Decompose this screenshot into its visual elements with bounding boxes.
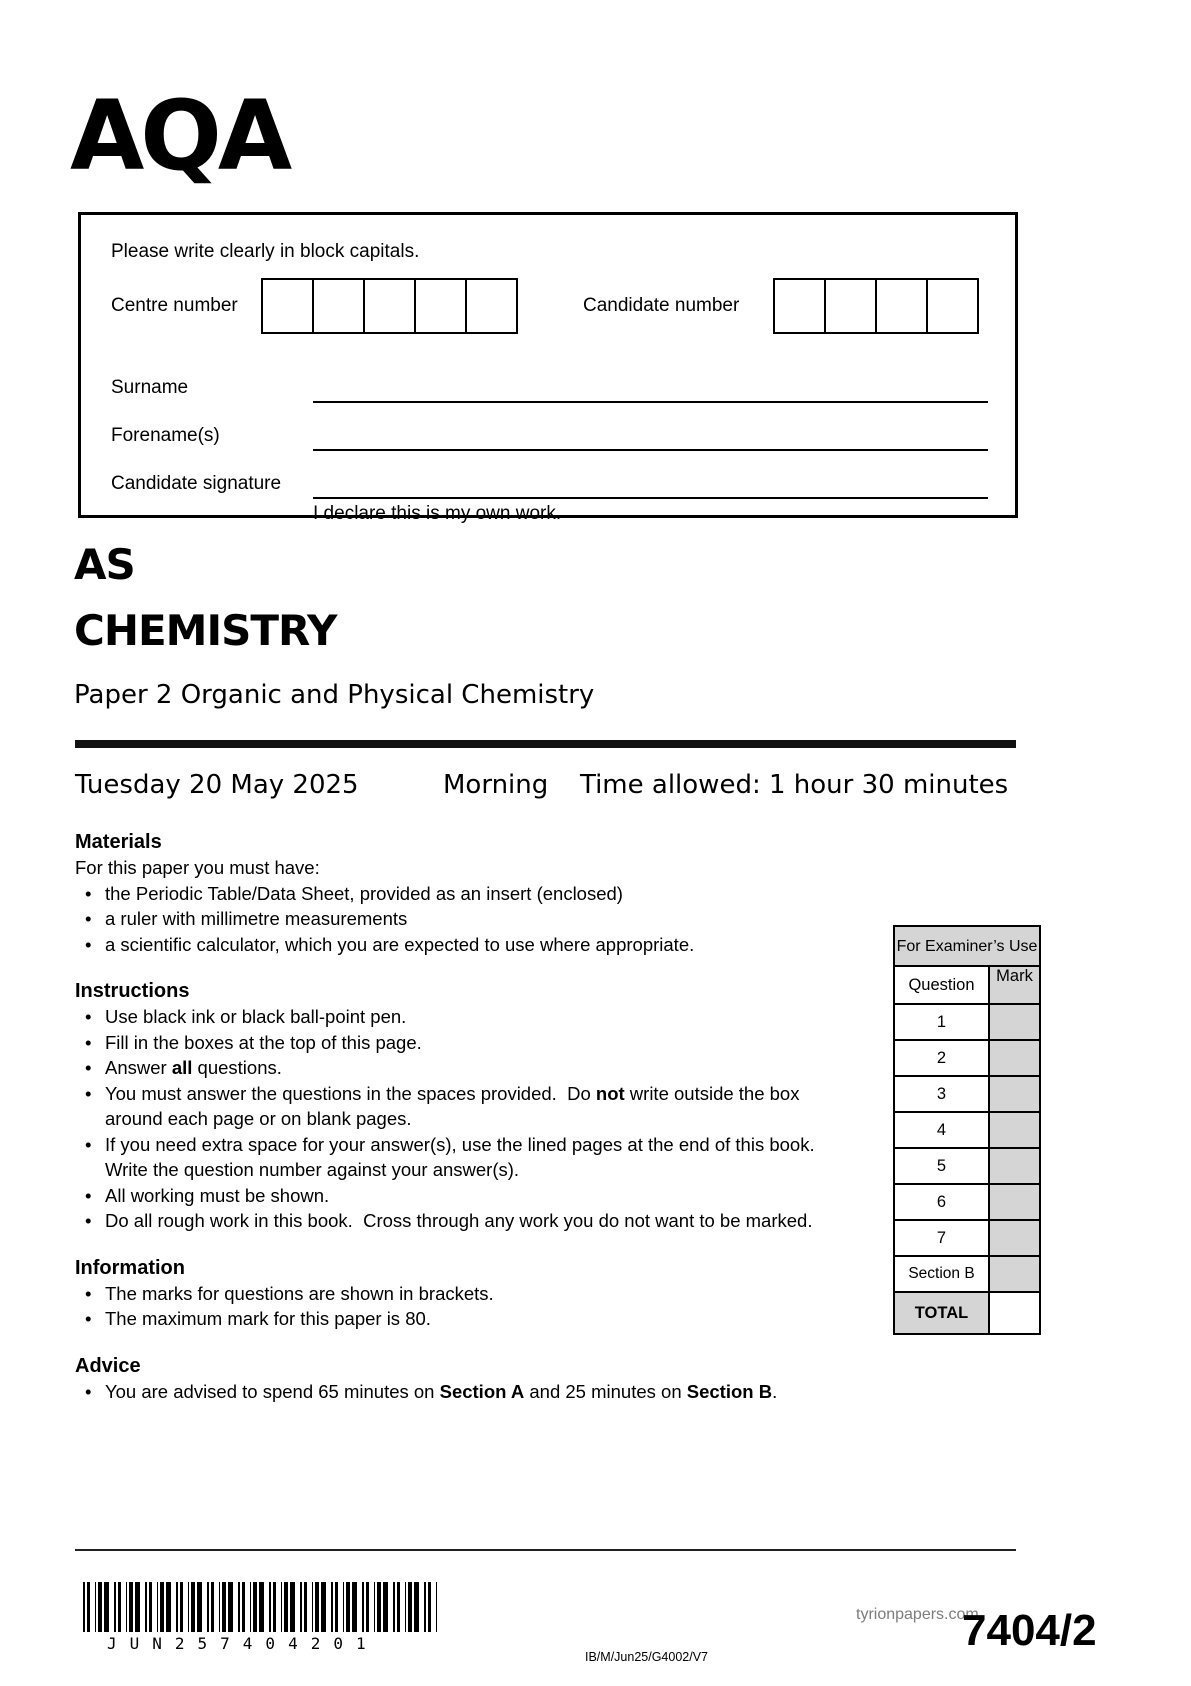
front-cover-text [75, 830, 823, 1404]
candidate-details-box [78, 212, 1018, 524]
declaration-text: I declare this is my own work. [313, 503, 562, 524]
centre-number-box[interactable] [465, 278, 518, 334]
instruction-item: • All working must be shown. [75, 1183, 823, 1209]
total-row [895, 1293, 1039, 1333]
materials-item: • a ruler with millimetre measurements [75, 906, 823, 932]
instruction-item: • Use black ink or black ball-point pen. [75, 1004, 823, 1030]
table-row [895, 1041, 1039, 1077]
mark-cell[interactable] [990, 1113, 1039, 1147]
instructions-list [75, 1004, 823, 1234]
subject-title: CHEMISTRY [74, 606, 337, 655]
materials-intro: For this paper you must have: [75, 857, 320, 878]
table-row [895, 1077, 1039, 1113]
table-row [895, 1113, 1039, 1149]
forenames-label: Forename(s) [111, 425, 220, 446]
advice-item: • You are advised to spend 65 minutes on Section A and 25 minutes on Section B. [75, 1379, 823, 1405]
question-column-header: Question [895, 967, 990, 1003]
question-cell: 2 [895, 1041, 990, 1075]
materials-heading: Materials [75, 831, 162, 853]
paper-reference: IB/M/Jun25/G4002/V7 [585, 1650, 708, 1664]
qualification-title: AS [74, 540, 135, 589]
candidate-signature-label: Candidate signature [111, 473, 282, 494]
paper-title: Paper 2 Organic and Physical Chemistry [74, 680, 595, 710]
exam-date: Tuesday 20 May 2025 [75, 770, 359, 800]
session-line [75, 770, 1016, 804]
advice-heading: Advice [75, 1354, 141, 1377]
paper-code: 7404/2 [962, 1606, 1097, 1655]
mark-cell[interactable] [990, 1041, 1039, 1075]
information-item: • The maximum mark for this paper is 80. [75, 1306, 823, 1332]
candidate-number-box[interactable] [773, 278, 826, 334]
time-allowed: Time allowed: 1 hour 30 minutes [580, 770, 1009, 800]
centre-number-box[interactable] [414, 278, 467, 334]
information-heading: Information [75, 1256, 185, 1279]
centre-number-box[interactable] [312, 278, 365, 334]
table-row [895, 1149, 1039, 1185]
information-list [75, 1281, 823, 1332]
examiner-table-header-row [895, 967, 1039, 1005]
question-cell: 7 [895, 1221, 990, 1255]
candidate-number-boxes [773, 278, 979, 334]
barcode-bars [83, 1582, 437, 1632]
mark-cell[interactable] [990, 1221, 1039, 1255]
aqa-logo: AQA [70, 80, 289, 192]
candidate-number-label: Candidate number [583, 295, 740, 316]
table-row [895, 1221, 1039, 1257]
instruction-item: • If you need extra space for your answer(s), use the lined pages at the end of this book. Write the question number against your answer(s). [75, 1132, 823, 1183]
candidate-number-box[interactable] [875, 278, 928, 334]
materials-item: • the Periodic Table/Data Sheet, provided as an insert (enclosed) [75, 881, 823, 907]
table-row [895, 1005, 1039, 1041]
examiner-table-title: For Examiner’s Use [895, 927, 1039, 967]
exam-session: Morning [443, 770, 549, 800]
candidate-signature-field[interactable] [313, 471, 988, 499]
total-mark-cell[interactable] [990, 1293, 1039, 1333]
centre-number-boxes [261, 278, 518, 334]
advice-list [75, 1379, 823, 1405]
question-cell: 6 [895, 1185, 990, 1219]
question-cell: 4 [895, 1113, 990, 1147]
table-row [895, 1185, 1039, 1221]
centre-number-box[interactable] [363, 278, 416, 334]
materials-list [75, 881, 823, 958]
materials-item: • a scientific calculator, which you are expected to use where appropriate. [75, 932, 823, 958]
instruction-item: • Fill in the boxes at the top of this page. [75, 1030, 823, 1056]
centre-number-label: Centre number [111, 295, 238, 316]
instruction-item: • Do all rough work in this book. Cross through any work you do not want to be marked. [75, 1208, 823, 1234]
candidate-number-box[interactable] [824, 278, 877, 334]
instruction-item: • Answer all questions. [75, 1055, 823, 1081]
surname-label: Surname [111, 377, 189, 398]
mark-column-header: Mark [990, 967, 1039, 1003]
centre-number-box[interactable] [261, 278, 314, 334]
forenames-field[interactable] [313, 423, 988, 451]
question-cell: Section B [895, 1257, 990, 1291]
examiner-use-table [893, 925, 1041, 1335]
mark-cell[interactable] [990, 1077, 1039, 1111]
question-cell: 3 [895, 1077, 990, 1111]
surname-field[interactable] [313, 375, 988, 403]
table-row [895, 1257, 1039, 1293]
candidate-number-box[interactable] [926, 278, 979, 334]
instruction-item: • You must answer the questions in the spaces provided. Do not write outside the box around each page or on blank pages. [75, 1081, 823, 1132]
question-cell: 1 [895, 1005, 990, 1039]
mark-cell[interactable] [990, 1257, 1039, 1291]
question-cell: 5 [895, 1149, 990, 1183]
instructions-heading: Instructions [75, 980, 190, 1002]
footer-divider-rule [75, 1549, 1016, 1551]
total-label: TOTAL [895, 1293, 990, 1333]
watermark-text: tyrionpapers.com [856, 1606, 979, 1623]
mark-cell[interactable] [990, 1185, 1039, 1219]
barcode [83, 1582, 439, 1653]
mark-cell[interactable] [990, 1005, 1039, 1039]
block-capitals-instruction: Please write clearly in block capitals. [111, 241, 420, 262]
barcode-text: JUN257404201 [107, 1634, 379, 1653]
information-item: • The marks for questions are shown in brackets. [75, 1281, 823, 1307]
title-divider-rule [75, 740, 1016, 748]
mark-cell[interactable] [990, 1149, 1039, 1183]
